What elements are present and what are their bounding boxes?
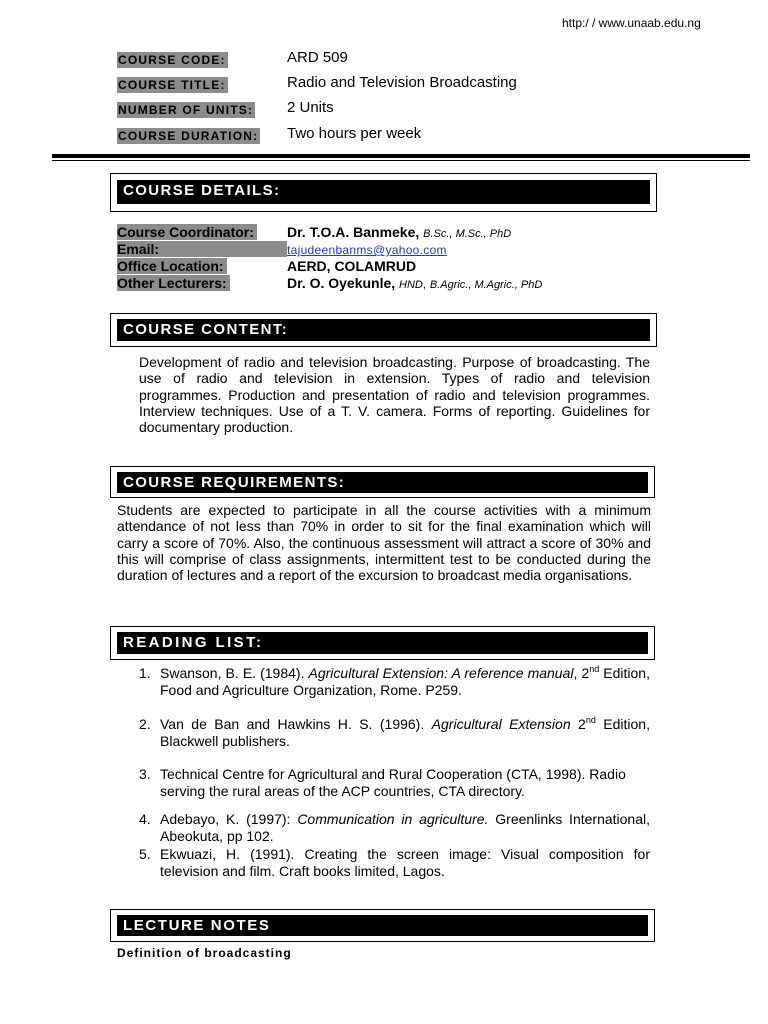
lecturer-degrees: B.Agric., M.Agric., PhD (429, 279, 543, 291)
lecturer-name: Dr. O. Oyekunle, (287, 275, 396, 291)
coordinator-value (287, 224, 511, 242)
reading-item-number: 3. (139, 766, 151, 782)
course-content-section (110, 313, 657, 347)
email-value-wrap (287, 241, 447, 258)
office-label: Office Location: (117, 258, 227, 274)
ref-rest: Greenlinks International, Abeokuta, pp 102. (160, 811, 651, 844)
ref-sup: nd (585, 715, 596, 725)
reading-list-section (110, 626, 655, 660)
reading-item (139, 716, 650, 750)
reading-item-number: 1. (139, 665, 151, 681)
lecturers-label: Other Lecturers: (117, 275, 230, 291)
duration-value: Two hours per week (287, 125, 422, 142)
course-content-text: Development of radio and television broadcasting. Purpose of broadcasting. The use of radio and television in extension. Types of radio and television programmes. Production and presentation of radio and television programmes. Interview techniques. Use of a T. V. camera. Forms of reporting. Guidelines for documentary production. (139, 354, 650, 436)
email-link[interactable]: tajudeenbanms@yahoo.com (287, 243, 447, 257)
lecturer-hnd: HND (399, 279, 423, 291)
ref-rest: Edition, Food and Agriculture Organization, Rome. P259. (160, 665, 650, 698)
reading-item (139, 766, 650, 800)
reading-item (139, 811, 650, 845)
coordinator-name: Dr. T.O.A. Banmeke, (287, 224, 420, 240)
course-details-section (110, 173, 657, 212)
divider-thin (52, 160, 750, 161)
duration-label: COURSE DURATION: (118, 129, 259, 143)
course-requirements-heading: COURSE REQUIREMENTS: (117, 472, 648, 493)
course-content-heading: COURSE CONTENT: (117, 319, 650, 341)
ref-author: Swanson, B. E. (1984). (160, 665, 309, 681)
ref-title: Agricultural Extension: A reference manual (308, 665, 574, 681)
ref-text: Ekwuazi, H. (1991). Creating the screen image: Visual composition for television and film. Craft books limited, Lagos. (160, 846, 650, 879)
ref-title: Agricultural Extension (431, 716, 571, 732)
coordinator-degrees: B.Sc., M.Sc., PhD (423, 228, 512, 240)
reading-item (139, 846, 650, 880)
course-code-value: ARD 509 (287, 49, 348, 66)
course-code-label: COURSE CODE: (118, 53, 226, 67)
course-details-heading: COURSE DETAILS: (117, 180, 650, 204)
ref-text: Technical Centre for Agricultural and Rural Cooperation (CTA, 1998). Radio serving the rural areas of the ACP countries, CTA directory. (160, 766, 626, 799)
course-requirements-text: Students are expected to participate in all the course activities with a minimum attendance of not less than 70% in order to sit for the final examination which will carry a score of 70%. Also, the continuous assessment will attract a score of 30% and this will comprise of class assignments, intermittent test to be conducted during the duration of lectures and a report of the excursion to broadcast media organisations. (117, 502, 651, 584)
course-title-label: COURSE TITLE: (118, 78, 226, 92)
reading-item-number: 2. (139, 716, 151, 732)
reading-list-heading: READING LIST: (117, 632, 648, 654)
divider-thick (52, 154, 750, 158)
course-requirements-section (110, 466, 655, 498)
lecture-notes-section (110, 909, 655, 942)
ref-sup: nd (589, 664, 600, 674)
ref-edition: 2 (570, 716, 586, 732)
units-value: 2 Units (287, 99, 334, 116)
email-label: Email: (117, 241, 287, 257)
ref-author: Adebayo, K. (1997): (160, 811, 298, 827)
definition-subheading: Definition of broadcasting (117, 946, 292, 960)
units-label: NUMBER OF UNITS: (118, 103, 254, 117)
ref-title: Communication in agriculture. (297, 811, 489, 827)
ref-rest: Edition, Blackwell publishers. (160, 716, 650, 749)
site-url: http:/ / www.unaab.edu.ng (562, 16, 701, 30)
ref-author: Van de Ban and Hawkins H. S. (1996). (160, 716, 432, 732)
lecturers-value: Dr. O. Oyekunle, HND, B.Agric., M.Agric., PhD (287, 275, 543, 291)
course-title-value: Radio and Television Broadcasting (287, 74, 517, 91)
reading-item-number: 5. (139, 846, 151, 862)
reading-item-number: 4. (139, 811, 151, 827)
reading-item (139, 665, 650, 699)
office-value: AERD, COLAMRUD (287, 258, 417, 274)
ref-edition: , 2 (573, 665, 590, 681)
lecture-notes-heading: LECTURE NOTES (117, 915, 648, 936)
coordinator-label: Course Coordinator: (117, 224, 257, 240)
